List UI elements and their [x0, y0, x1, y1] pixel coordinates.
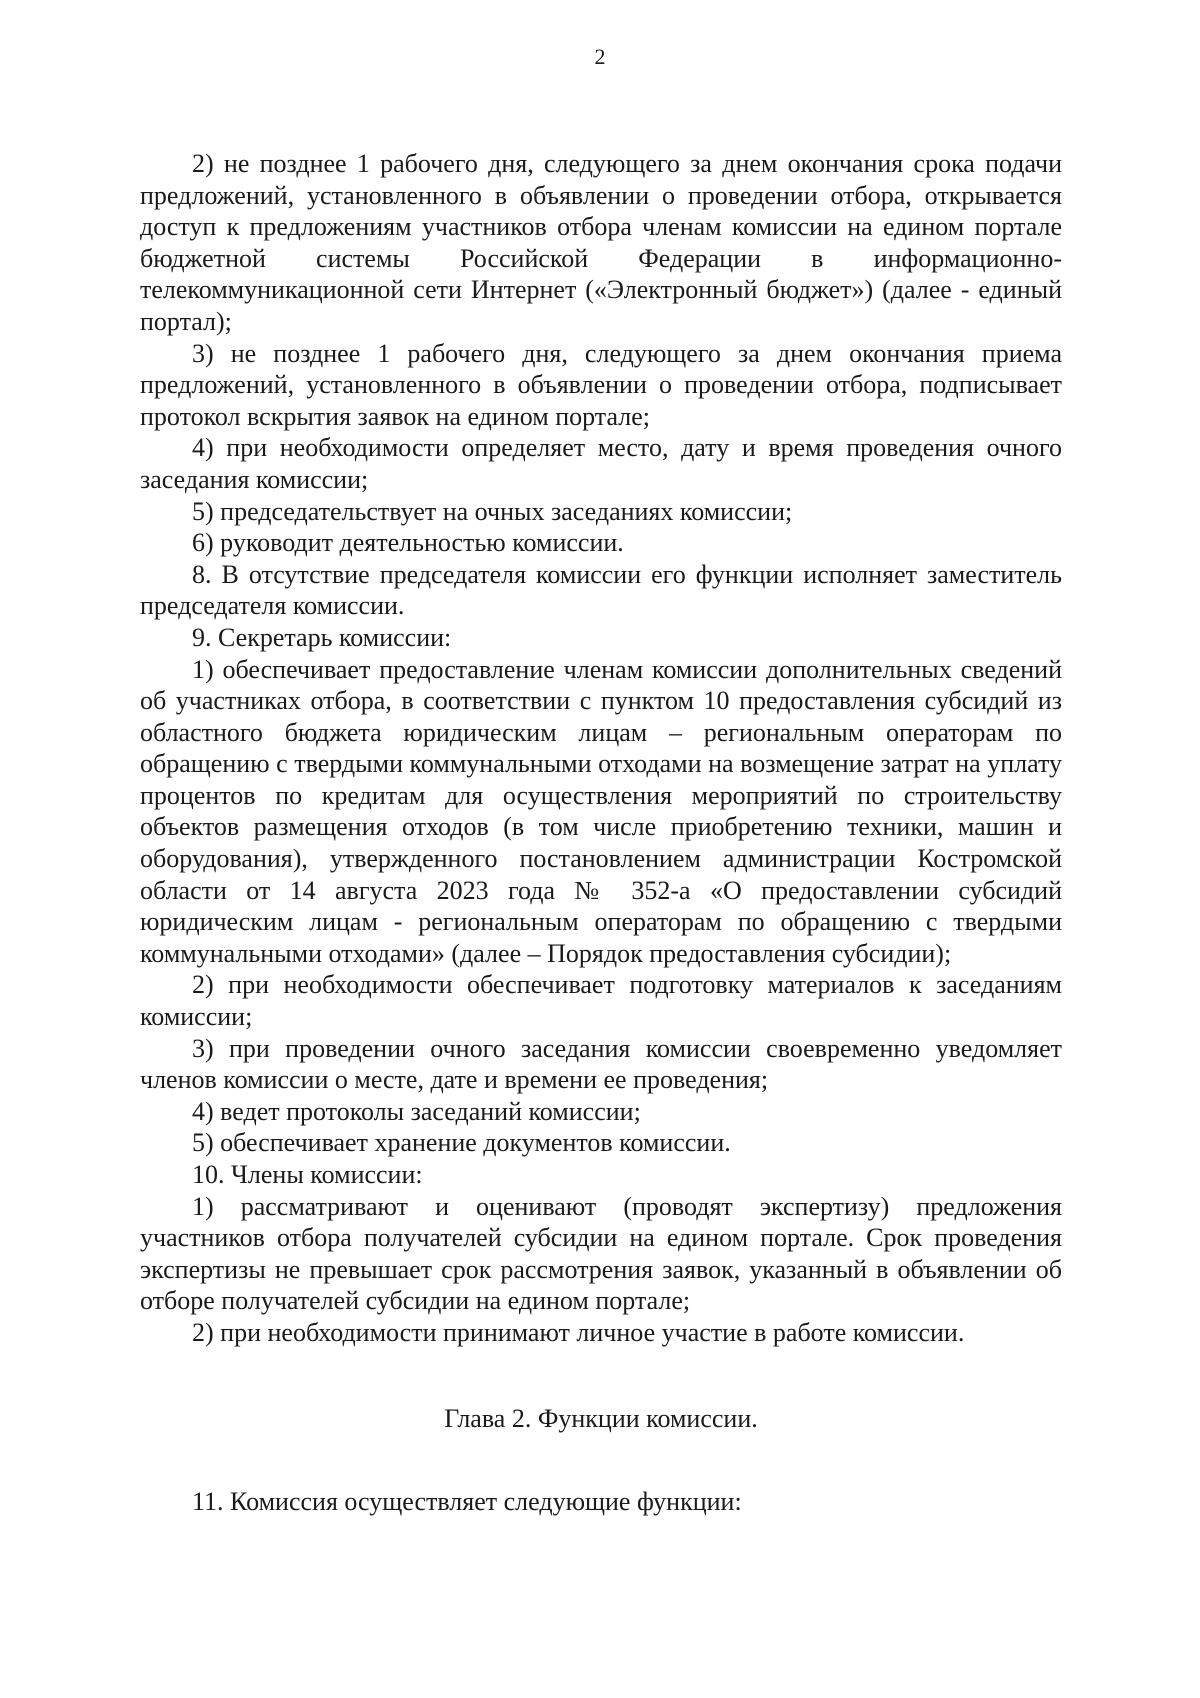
paragraph-item-3-secretary-duty: 3) при проведении очного заседания комиссии своевременно уведомляет членов комиссии о месте, дате и времени ее проведения;: [140, 1033, 1062, 1095]
paragraph-clause-9: 9. Секретарь комиссии:: [192, 622, 452, 652]
paragraph-item-3-chair-duty: 3) не позднее 1 рабочего дня, следующего за днем окончания приема предложений, установленного в объявлении о проведении отбора, подписывает протокол вскрытия заявок на едином портале;: [140, 338, 1062, 431]
paragraph-item-5-chair-duty: 5) председательствует на очных заседаниях комиссии;: [192, 496, 793, 526]
paragraph-clause-10: 10. Члены комиссии:: [192, 1160, 423, 1189]
paragraph-clause-8: 8. В отсутствие председателя комиссии его функции исполняет заместитель председателя комиссии.: [140, 559, 1062, 621]
paragraph-item-6-chair-duty: 6) руководит деятельностью комиссии.: [192, 528, 624, 558]
chapter-title: Глава 2. Функции комиссии.: [444, 1403, 758, 1433]
paragraph-item-5-secretary-duty: 5) обеспечивает хранение документов комиссии.: [192, 1128, 731, 1158]
paragraph-item-1-secretary-duty: 1) обеспечивает предоставление членам комиссии дополнительных сведений об участниках отбора, в соответствии с пунктом 10 предоставления субсидий из областного бюджета юридическим лицам – региональным операторам по обращению с твердыми коммунальными отходами на возмещение затрат на уплату процентов по кредитам для осуществления мероприятий по строительству объектов размещения отходов (в том числе приобретению техники, машин и оборудования), утвержденного постановлением администрации Костромской области от 14 августа 2023 года № 352-а «О предоставлении субсидий юридическим лицам - региональным операторам по обращению с твердыми коммунальными отходами» (далее – Порядок предоставления субсидии);: [140, 654, 1062, 968]
paragraph-clause-11: 11. Комиссия осуществляет следующие функции:: [192, 1487, 742, 1517]
paragraph-item-4-chair-duty: 4) при необходимости определяет место, дату и время проведения очного заседания комиссии;: [140, 433, 1062, 494]
page-number: 2: [594, 44, 606, 69]
paragraph-item-2-chair-duty: 2) не позднее 1 рабочего дня, следующего за днем окончания срока подачи предложений, установленного в объявлении о проведении отбора, открывается доступ к предложениям участников отбора членам комиссии на едином портале бюджетной системы Российской Федерации в информационно-телекоммуникационной сети Интернет («Электронный бюджет») (далее - единый портал);: [140, 149, 1062, 336]
document-body: [140, 148, 1062, 1518]
paragraph-item-2-member-duty: 2) при необходимости принимают личное участие в работе комиссии.: [192, 1317, 965, 1347]
paragraph-item-4-secretary-duty: 4) ведет протоколы заседаний комиссии;: [192, 1096, 641, 1126]
paragraph-item-2-secretary-duty: 2) при необходимости обеспечивает подготовку материалов к заседаниям комиссии;: [140, 970, 1062, 1032]
paragraph-item-1-member-duty: 1) рассматривают и оценивают (проводят экспертизу) предложения участников отбора получателей субсидии на едином портале. Срок проведения экспертизы не превышает срок рассмотрения заявок, указанный в объявлении об отборе получателей субсидии на едином портале;: [140, 1191, 1062, 1316]
